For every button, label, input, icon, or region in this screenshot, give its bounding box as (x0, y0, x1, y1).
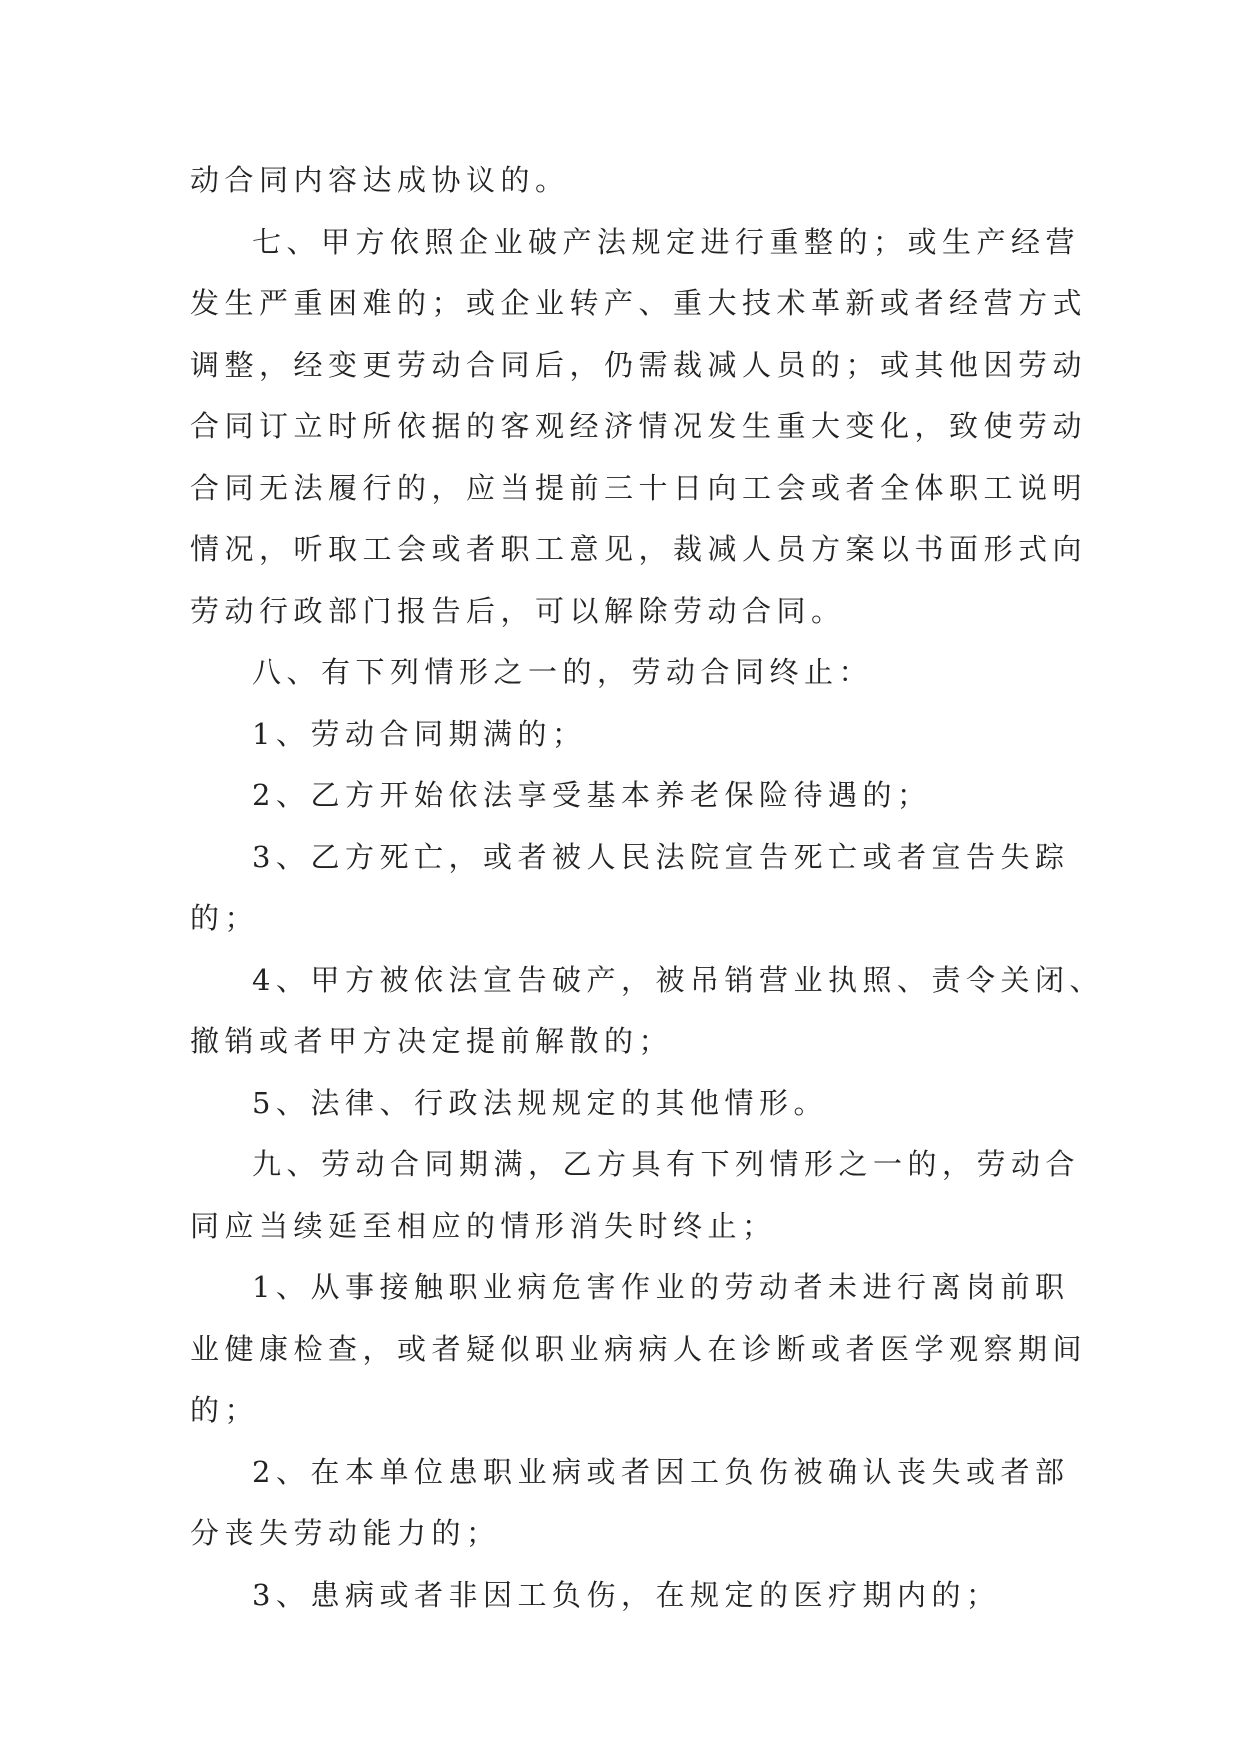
text-line: 劳动行政部门报告后，可以解除劳动合同。 (190, 593, 846, 628)
list-item-line: 3、乙方死亡，或者被人民法院宣告死亡或者宣告失踪 (252, 839, 1070, 874)
paragraph-seven-line: 七、甲方依照企业破产法规定进行重整的；或生产经营 (252, 224, 1081, 259)
text-line: 业健康检查，或者疑似职业病病人在诊断或者医学观察期间 (190, 1331, 1088, 1366)
text-line: 动合同内容达成协议的。 (190, 163, 570, 197)
text-line: 合同无法履行的，应当提前三十日向工会或者全体职工说明 (190, 470, 1088, 505)
text-line: 调整，经变更劳动合同后，仍需裁减人员的；或其他因劳动 (190, 347, 1088, 382)
list-item-line: 3、患病或者非因工负伤，在规定的医疗期内的； (252, 1577, 1001, 1612)
list-item-line: 5、法律、行政法规规定的其他情形。 (252, 1085, 828, 1120)
paragraph-nine-heading: 九、劳动合同期满，乙方具有下列情形之一的，劳动合 (252, 1147, 1081, 1181)
list-item-line: 2、乙方开始依法享受基本养老保险待遇的； (252, 778, 932, 812)
list-item-line: 1、劳动合同期满的； (252, 716, 587, 751)
list-item-line: 1、从事接触职业病危害作业的劳动者未进行离岗前职 (252, 1270, 1070, 1304)
text-line: 发生严重困难的；或企业转产、重大技术革新或者经营方式 (190, 286, 1088, 320)
text-line: 合同订立时所依据的客观经济情况发生重大变化，致使劳动 (190, 409, 1088, 443)
text-line: 同应当续延至相应的情形消失时终止； (190, 1208, 777, 1243)
text-line: 的； (190, 901, 260, 935)
list-item-line: 2、在本单位患职业病或者因工负伤被确认丧失或者部 (252, 1454, 1070, 1489)
text-line: 情况，听取工会或者职工意见，裁减人员方案以书面形式向 (190, 532, 1088, 566)
document-body (190, 150, 1104, 1626)
list-item-line: 4、甲方被依法宣告破产，被吊销营业执照、责令关闭、 (252, 962, 1104, 997)
text-line: 撤销或者甲方决定提前解散的； (190, 1024, 674, 1058)
text-line: 的； (190, 1393, 260, 1427)
paragraph-eight-heading: 八、有下列情形之一的，劳动合同终止： (252, 655, 874, 689)
text-line: 分丧失劳动能力的； (190, 1516, 501, 1550)
